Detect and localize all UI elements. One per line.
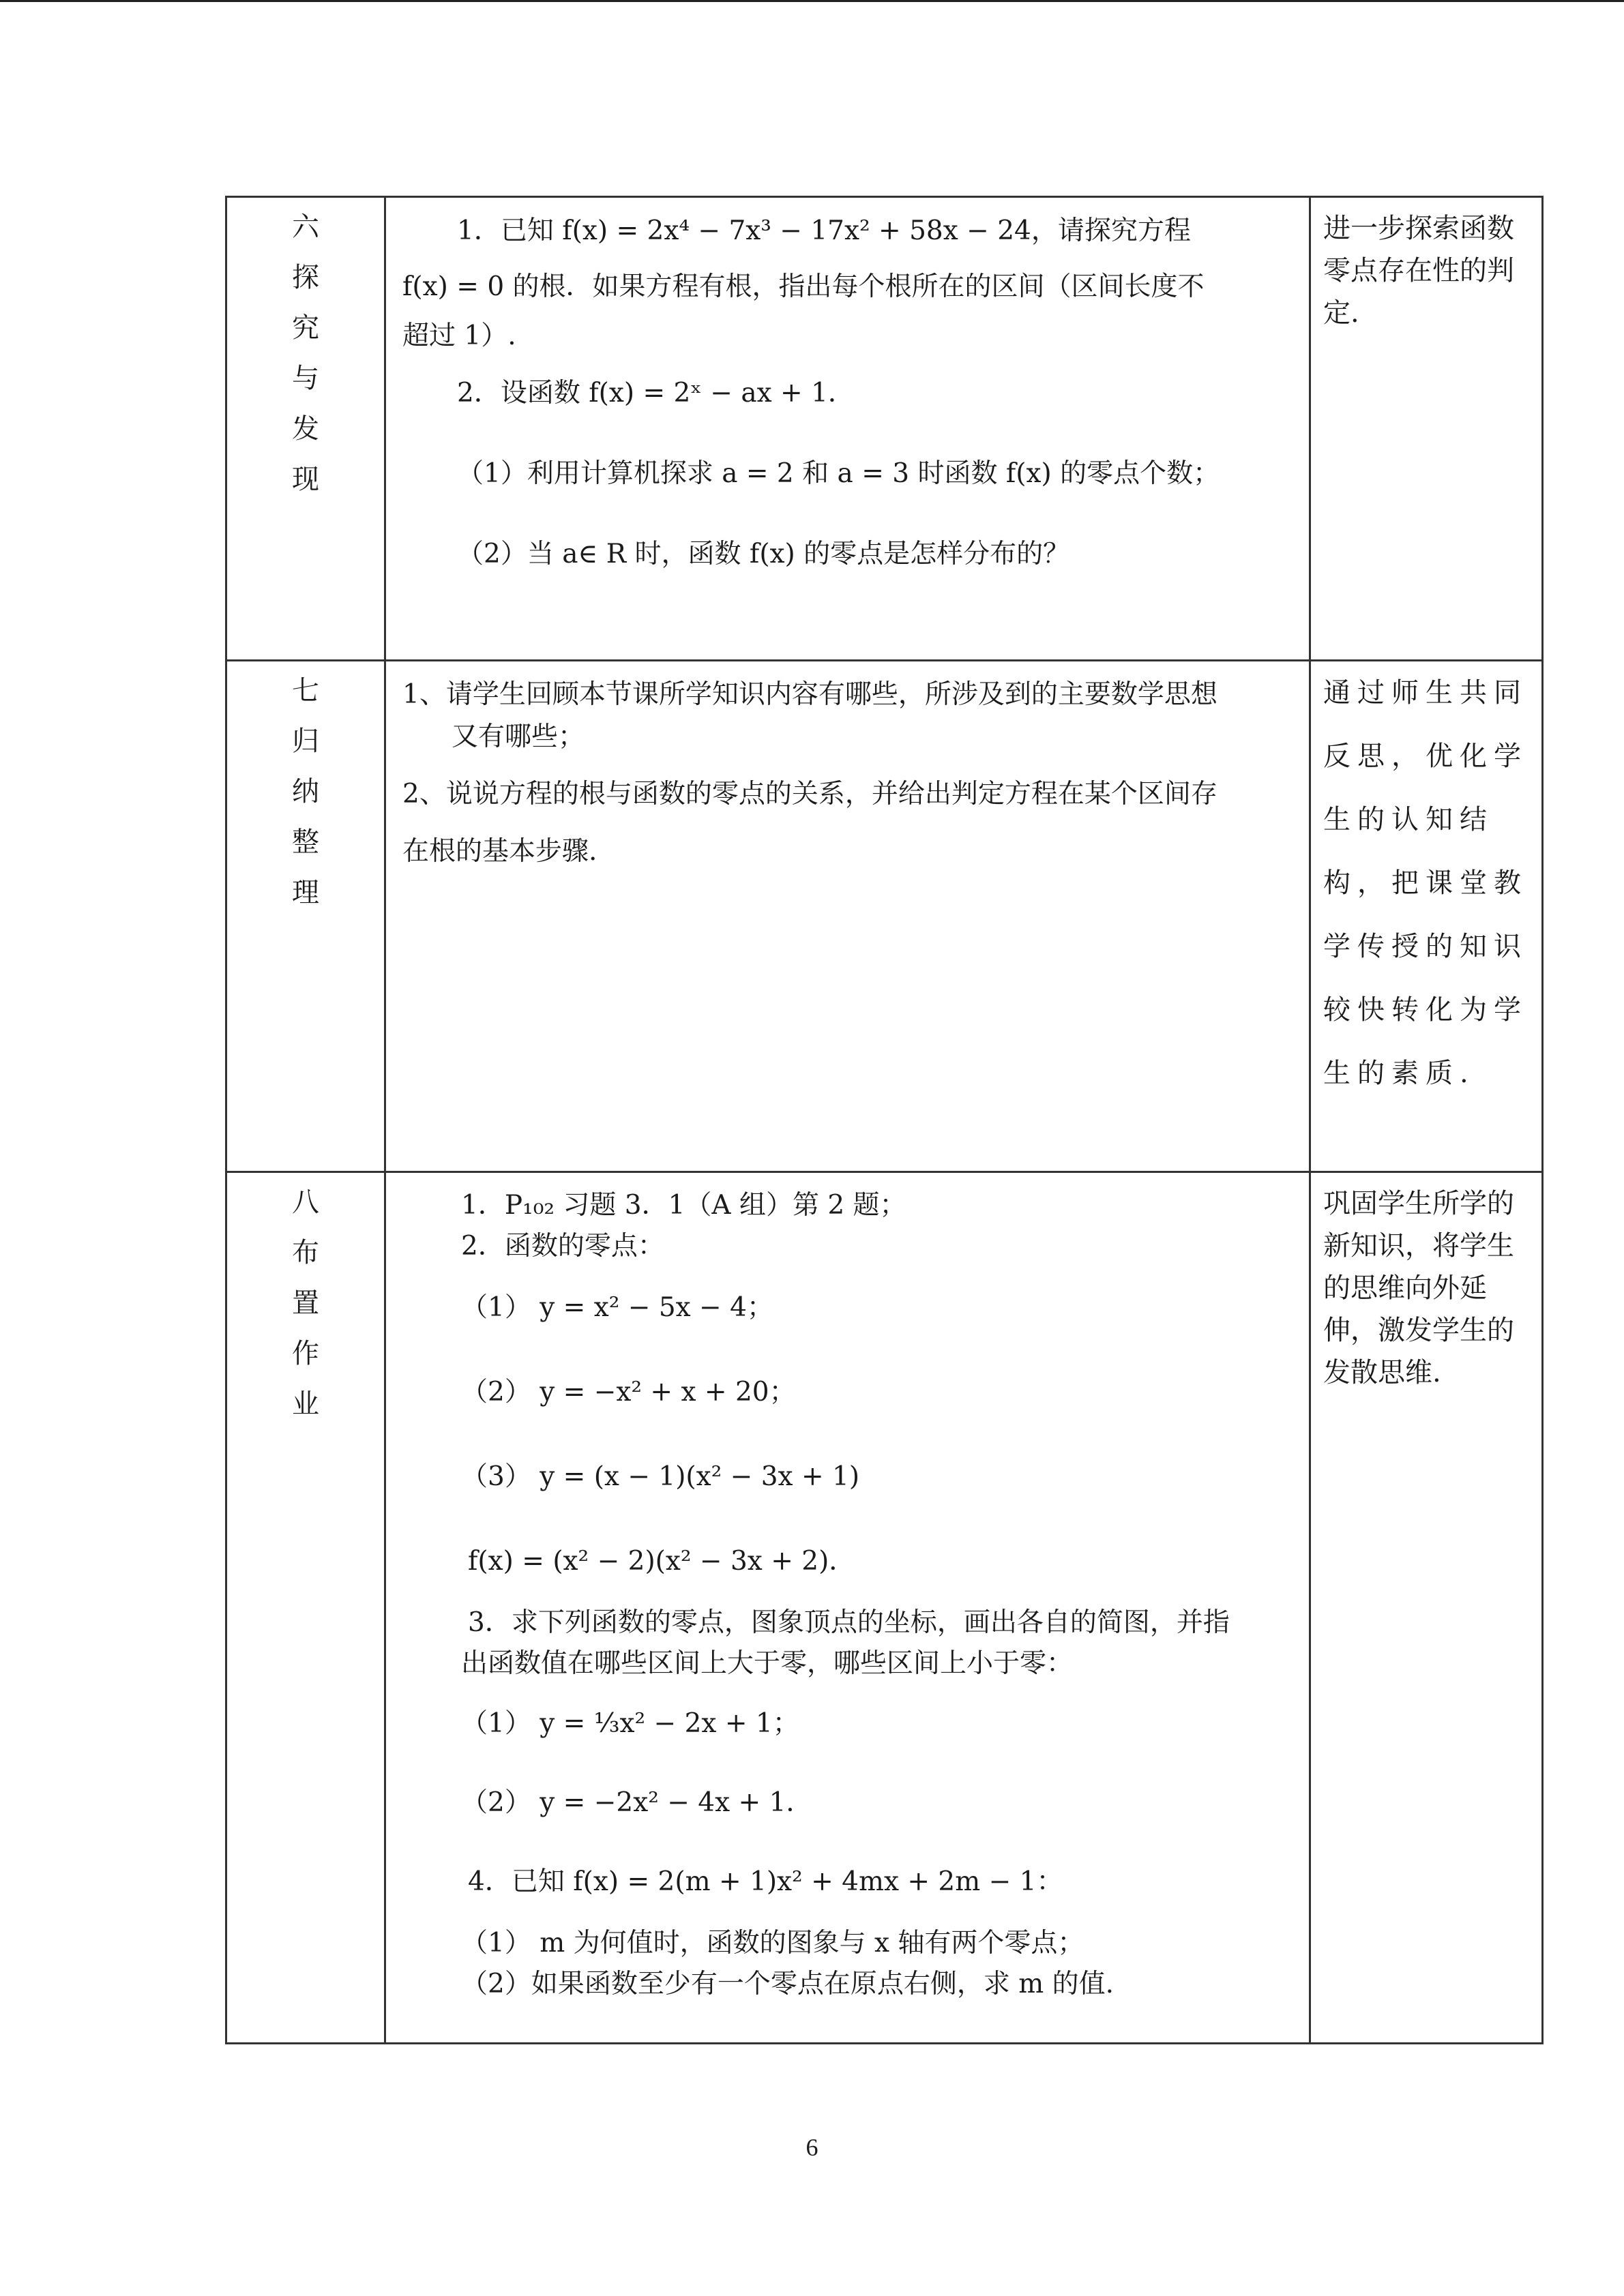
section-content-cell <box>385 197 1310 661</box>
label-char: 整 <box>292 826 319 858</box>
section-note: 进一步探索函数零点存在性的判定. <box>1323 213 1514 329</box>
section-label-cell <box>226 661 385 1172</box>
section-row-homework <box>226 1172 1543 2044</box>
content-line: （1） m 为何值时，函数的图象与 x 轴有两个零点； <box>461 1928 1084 1958</box>
section-content <box>386 661 1309 880</box>
section-note-cell <box>1310 661 1543 1172</box>
section-row-summary <box>226 661 1543 1172</box>
content-line: （2） y = −2x² − 4x + 1． <box>461 1787 813 1818</box>
label-char: 与 <box>292 363 319 394</box>
label-char: 理 <box>292 877 319 908</box>
lesson-table <box>225 196 1544 2044</box>
content-line: （1）利用计算机探求 a = 2 和 a = 3 时函数 f(x) 的零点个数； <box>457 458 1220 489</box>
section-note-cell <box>1310 197 1543 661</box>
content-line: 3．求下列函数的零点，图象顶点的坐标，画出各自的简图，并指 <box>468 1607 1230 1638</box>
label-char: 七 <box>292 675 319 706</box>
label-char: 布 <box>292 1237 319 1268</box>
content-line: （2）当 a∈ R 时，函数 f(x) 的零点是怎样分布的？ <box>457 539 1070 569</box>
label-char: 置 <box>292 1287 319 1319</box>
label-char: 探 <box>292 262 319 293</box>
label-char: 纳 <box>292 776 319 807</box>
section-label <box>227 661 384 914</box>
content-line: 1．P₁₀₂ 习题 3．1（A 组）第 2 题； <box>461 1190 906 1221</box>
label-char: 现 <box>292 464 319 495</box>
section-note: 通过师生共同反思，优化学生的认知结构，把课堂教学传授的知识较快转化为学生的素质. <box>1323 677 1528 1089</box>
content-line: 1、请学生回顾本节课所学知识内容有哪些，所涉及到的主要数学思想 <box>402 679 1217 710</box>
page-top-border <box>0 0 1624 2</box>
content-line: 在根的基本步骤. <box>402 836 597 867</box>
content-line: （2）如果函数至少有一个零点在原点右侧，求 m 的值. <box>461 1969 1114 1999</box>
content-line: 2．设函数 f(x) = 2ˣ − ax + 1． <box>457 378 855 408</box>
page-number: 6 <box>806 2134 818 2161</box>
section-row-explore <box>226 197 1543 661</box>
section-content-cell <box>385 1172 1310 2044</box>
content-line: 2、说说方程的根与函数的零点的关系，并给出判定方程在某个区间存 <box>402 779 1217 809</box>
content-line: 1．已知 f(x) = 2x⁴ − 7x³ − 17x² + 58x − 24，请探究方程 <box>457 215 1191 246</box>
section-content-cell <box>385 661 1310 1172</box>
content-line: 又有哪些； <box>452 721 585 752</box>
content-line: 出函数值在哪些区间上大于零，哪些区间上小于零： <box>461 1648 1074 1679</box>
content-line: 4．已知 f(x) = 2(m + 1)x² + 4mx + 2m − 1： <box>468 1866 1063 1897</box>
content-line: 超过 1）. <box>402 320 516 351</box>
section-content <box>386 198 1309 582</box>
section-note-cell <box>1310 1172 1543 2044</box>
content-line: （1） y = x² − 5x − 4； <box>461 1292 773 1323</box>
section-label-cell <box>226 197 385 661</box>
label-char: 六 <box>292 211 319 243</box>
label-char: 归 <box>292 726 319 757</box>
section-note: 巩固学生所学的新知识，将学生的思维向外延伸，激发学生的发散思维. <box>1323 1188 1514 1388</box>
content-line: （1） y = ⅓x² − 2x + 1； <box>461 1708 799 1739</box>
label-char: 作 <box>292 1338 319 1369</box>
content-line: 2．函数的零点： <box>461 1231 664 1262</box>
section-content <box>386 1173 1309 2012</box>
content-line: f(x) = 0 的根．如果方程有根，指出每个根所在的区间（区间长度不 <box>402 271 1205 302</box>
label-char: 八 <box>292 1187 319 1218</box>
section-label-cell <box>226 1172 385 2044</box>
label-char: 究 <box>292 312 319 344</box>
content-line: （2） y = −x² + x + 20； <box>461 1377 796 1407</box>
content-line: f(x) = (x² − 2)(x² − 3x + 2)． <box>468 1546 856 1577</box>
section-label <box>227 1173 384 1425</box>
label-char: 业 <box>292 1388 319 1420</box>
label-char: 发 <box>292 413 319 445</box>
content-line: （3） y = (x − 1)(x² − 3x + 1) <box>461 1461 860 1492</box>
section-label <box>227 198 384 501</box>
